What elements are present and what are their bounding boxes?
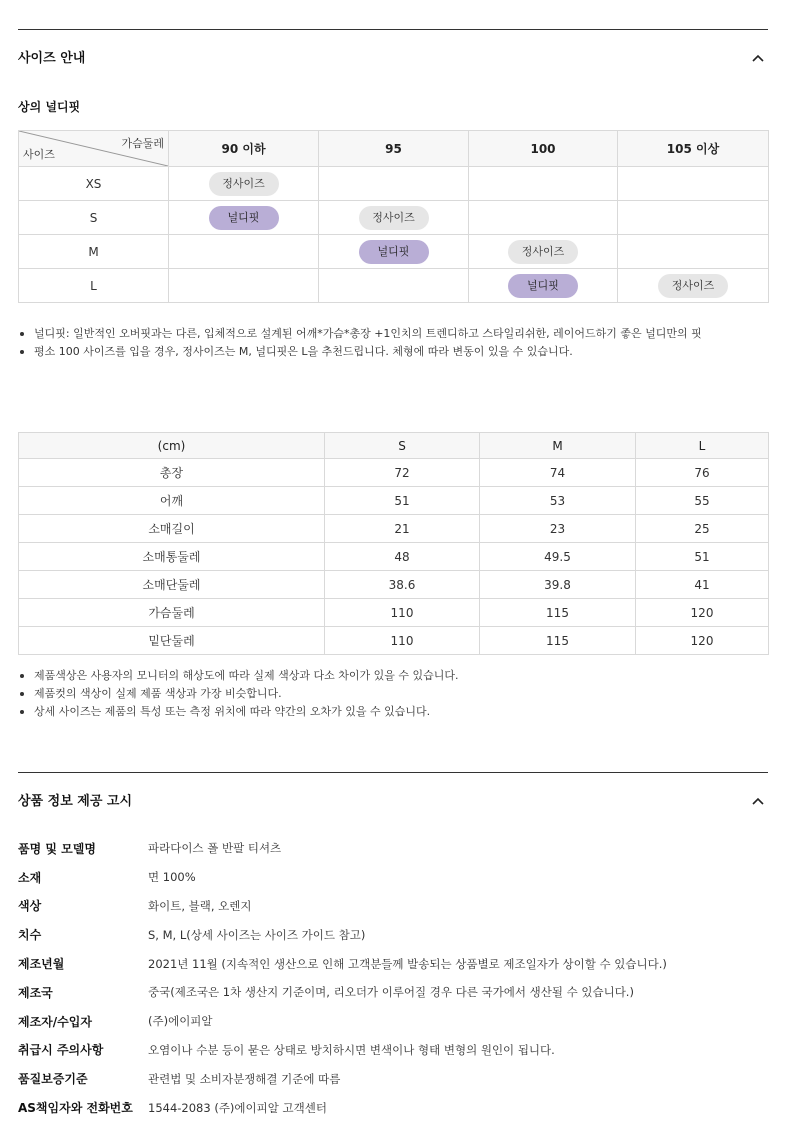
product-info-key: 품명 및 모델명	[18, 841, 96, 856]
fit-badge-regular: 정사이즈	[359, 206, 429, 230]
fit-size-cell	[19, 201, 169, 235]
product-info-key: 색상	[18, 899, 42, 914]
fit-badge-regular: 정사이즈	[508, 240, 578, 264]
fit-cell	[618, 167, 769, 201]
measure-value-cell: 21	[325, 515, 480, 543]
product-info-title: 상품 정보 제공 고시	[18, 794, 133, 809]
measure-size-header: S	[325, 433, 480, 459]
measure-value-cell: 76	[636, 459, 769, 487]
fit-table-row	[19, 167, 769, 201]
product-info-row	[18, 920, 768, 949]
product-info-row	[18, 892, 768, 921]
fit-size-label: XS	[85, 176, 102, 191]
fit-cell	[618, 269, 769, 303]
fit-size-cell	[19, 269, 169, 303]
fit-size-cell	[19, 167, 169, 201]
measure-value-cell: 51	[636, 543, 769, 571]
fit-cell	[618, 201, 769, 235]
product-info-row	[18, 949, 768, 978]
fit-size-cell	[19, 235, 169, 269]
measure-value-cell: 39.8	[480, 571, 636, 599]
product-info-row	[18, 1007, 768, 1036]
fit-size-label: S	[89, 210, 98, 225]
product-info-value: 1544-2083 (주)에이피알 고객센터	[148, 1100, 327, 1115]
product-info-value: 관련법 및 소비자분쟁해결 기준에 따름	[148, 1071, 341, 1086]
measure-row	[19, 627, 769, 655]
measure-row	[19, 459, 769, 487]
product-info-value: 중국(제조국은 1차 생산지 기준이며, 리오더가 이루어질 경우 다른 국가에서 생산될 수 있습니다.)	[148, 985, 634, 1000]
fit-title: 상의 널디핏	[18, 100, 81, 114]
product-info-list	[18, 834, 768, 1122]
fit-cell	[319, 167, 469, 201]
product-info-divider	[18, 772, 768, 773]
measure-value-cell: 53	[480, 487, 636, 515]
measure-label-cell: 어깨	[19, 487, 325, 515]
measure-size-header: M	[480, 433, 636, 459]
fit-cell	[319, 269, 469, 303]
chevron-up-icon[interactable]	[750, 51, 766, 67]
measure-value-cell: 23	[480, 515, 636, 543]
measure-row	[19, 487, 769, 515]
fit-cell	[469, 235, 618, 269]
product-info-header[interactable]	[18, 790, 768, 814]
measure-value-cell: 41	[636, 571, 769, 599]
fit-table-row	[19, 201, 769, 235]
product-info-key: 치수	[18, 928, 42, 943]
measure-table	[18, 432, 769, 655]
measure-unit-header: (cm)	[19, 433, 325, 459]
fit-cell	[169, 235, 319, 269]
measure-value-cell: 120	[636, 627, 769, 655]
measure-row	[19, 515, 769, 543]
fit-cell	[469, 201, 618, 235]
fit-size-label: M	[88, 244, 99, 259]
measure-label-cell: 밑단둘레	[19, 627, 325, 655]
measure-value-cell: 49.5	[480, 543, 636, 571]
corner-size-label: 사이즈	[23, 148, 55, 161]
size-guide-title: 사이즈 안내	[18, 51, 86, 66]
product-info-value: 오염이나 수분 등이 묻은 상태로 방치하시면 변색이나 형태 변형의 원인이 됩니다.	[148, 1042, 555, 1057]
fit-table-row	[19, 269, 769, 303]
fit-notes	[18, 325, 768, 361]
fit-note-item: 평소 100 사이즈를 입을 경우, 정사이즈는 M, 널디핏은 L을 추천드립니다. 체형에 따라 변동이 있을 수 있습니다.	[18, 343, 768, 361]
fit-badge-loose: 널디핏	[359, 240, 429, 264]
product-info-key: 제조자/수입자	[18, 1014, 92, 1029]
fit-table-header-row	[19, 131, 769, 167]
fit-column-header: 90 이하	[169, 131, 319, 167]
measure-notes	[18, 667, 768, 721]
fit-note-item: 널디핏: 일반적인 오버핏과는 다른, 입체적으로 설계된 어깨*가슴*총장 +1인치의 트렌디하고 스타일리쉬한, 레이어드하기 좋은 널디만의 핏	[18, 325, 768, 343]
fit-table-corner-cell	[19, 131, 169, 167]
fit-cell	[319, 235, 469, 269]
measure-value-cell: 110	[325, 627, 480, 655]
fit-cell	[618, 235, 769, 269]
product-info-row	[18, 863, 768, 892]
measure-label-cell: 소매길이	[19, 515, 325, 543]
product-info-row	[18, 834, 768, 863]
measure-label-cell: 소매단둘레	[19, 571, 325, 599]
product-info-value: 면 100%	[148, 870, 196, 885]
fit-column-header: 95	[319, 131, 469, 167]
measure-note-item: 제품컷의 색상이 실제 제품 색상과 가장 비슷합니다.	[18, 685, 768, 703]
fit-table	[18, 130, 769, 303]
measure-row	[19, 571, 769, 599]
measure-value-cell: 25	[636, 515, 769, 543]
product-info-key: 소재	[18, 870, 42, 885]
measure-label-cell: 가슴둘레	[19, 599, 325, 627]
fit-size-label: L	[90, 278, 97, 293]
measure-row	[19, 543, 769, 571]
product-info-key: 품질보증기준	[18, 1072, 88, 1087]
fit-cell	[169, 269, 319, 303]
measure-label-cell: 총장	[19, 459, 325, 487]
measure-value-cell: 110	[325, 599, 480, 627]
measure-value-cell: 72	[325, 459, 480, 487]
product-info-row	[18, 1093, 768, 1122]
fit-cell	[319, 201, 469, 235]
fit-column-header: 100	[469, 131, 618, 167]
measure-value-cell: 48	[325, 543, 480, 571]
measure-header-row	[19, 433, 769, 459]
top-divider	[18, 29, 768, 30]
product-info-row	[18, 1036, 768, 1065]
product-info-key: AS책임자와 전화번호	[18, 1101, 133, 1116]
fit-cell	[169, 201, 319, 235]
product-info-value: S, M, L(상세 사이즈는 사이즈 가이드 참고)	[148, 927, 366, 942]
fit-cell	[469, 269, 618, 303]
measure-value-cell: 55	[636, 487, 769, 515]
corner-chest-label: 가슴둘레	[121, 137, 164, 150]
product-info-row	[18, 1064, 768, 1093]
measure-value-cell: 74	[480, 459, 636, 487]
measure-row	[19, 599, 769, 627]
fit-column-header: 105 이상	[618, 131, 769, 167]
fit-badge-loose: 널디핏	[209, 206, 279, 230]
measure-value-cell: 120	[636, 599, 769, 627]
size-guide-header[interactable]	[18, 47, 768, 71]
fit-badge-regular: 정사이즈	[658, 274, 728, 298]
fit-cell	[169, 167, 319, 201]
fit-badge-loose: 널디핏	[508, 274, 578, 298]
product-info-key: 제조국	[18, 985, 53, 1000]
product-info-key: 제조년월	[18, 957, 65, 972]
measure-value-cell: 115	[480, 627, 636, 655]
product-info-key: 취급시 주의사항	[18, 1043, 104, 1058]
measure-value-cell: 51	[325, 487, 480, 515]
product-info-value: 화이트, 블랙, 오렌지	[148, 898, 252, 913]
product-info-value: 파라다이스 폴 반팔 티셔츠	[148, 841, 282, 856]
fit-cell	[469, 167, 618, 201]
measure-label-cell: 소매통둘레	[19, 543, 325, 571]
chevron-up-icon[interactable]	[750, 794, 766, 810]
measure-note-item: 제품색상은 사용자의 모니터의 해상도에 따라 실제 색상과 다소 차이가 있을 수 있습니다.	[18, 667, 768, 685]
measure-value-cell: 38.6	[325, 571, 480, 599]
product-info-row	[18, 978, 768, 1007]
fit-badge-regular: 정사이즈	[209, 172, 279, 196]
measure-size-header: L	[636, 433, 769, 459]
measure-value-cell: 115	[480, 599, 636, 627]
measure-note-item: 상세 사이즈는 제품의 특성 또는 측정 위치에 따라 약간의 오차가 있을 수 있습니다.	[18, 703, 768, 721]
product-info-value: (주)에이피알	[148, 1014, 213, 1029]
product-info-value: 2021년 11월 (지속적인 생산으로 인해 고객분들께 발송되는 상품별로 제조일자가 상이할 수 있습니다.)	[148, 956, 667, 971]
fit-table-row	[19, 235, 769, 269]
